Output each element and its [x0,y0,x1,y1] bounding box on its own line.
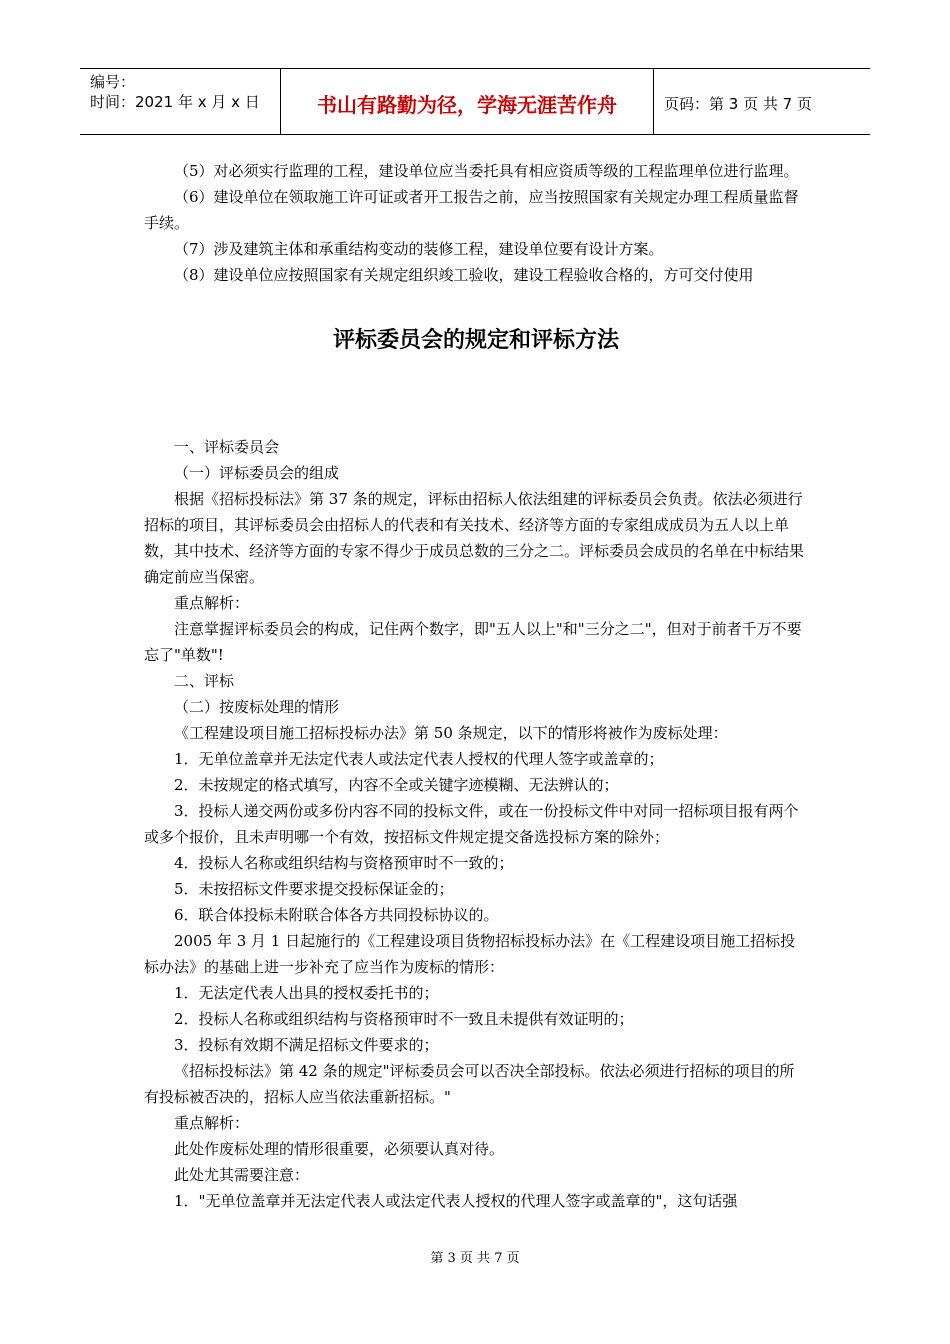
paragraph: 6．联合体投标未附联合体各方共同投标协议的。 [174,906,499,924]
paragraph: 5．未按招标文件要求提交投标保证金的； [174,880,454,898]
paragraph: （二）按废标处理的情形 [174,698,340,716]
paragraph: 此处作废标处理的情形很重要，必须要认真对待。 [174,1140,505,1158]
paragraph: 4．投标人名称或组织结构与资格预审时不一致的； [174,854,514,872]
paragraph: 重点解析： [174,594,250,612]
header-meta [80,69,281,134]
paragraph: 1．无法定代表人出具的授权委托书的； [174,984,439,1002]
document-body [144,158,808,1214]
paragraph: 2．投标人名称或组织结构与资格预审时不一致且未提供有效证明的； [174,1010,634,1028]
paragraph: 《招标投标法》第 42 条的规定"评标委员会可以否决全部投标。依法必须进行招标的项目的所有投标被否决的，招标人应当依法重新招标。" [144,1062,795,1106]
header-motto: 书山有路勤为径，学海无涯苦作舟 [281,69,654,134]
paragraph: 2005 年 3 月 1 日起施行的《工程建设项目货物招标投标办法》在《工程建设项目施工招标投标办法》的基础上进一步补充了应当作为废标的情形： [144,932,796,976]
paragraph: 1．"无单位盖章并无法定代表人或法定代表人授权的代理人签字或盖章的"，这句话强 [174,1192,738,1210]
paragraph: （8）建设单位应按照国家有关规定组织竣工验收，建设工程验收合格的，方可交付使用 [174,266,754,284]
section-title: 评标委员会的规定和评标方法 [332,328,619,353]
paragraph: 3．投标有效期不满足招标文件要求的； [174,1036,439,1054]
document-time-label: 时间：2021 年 x 月 x 日 [90,93,260,111]
paragraph: 二、评标 [174,672,235,690]
paragraph: 重点解析： [174,1114,250,1132]
paragraph: （一）评标委员会的组成 [174,464,340,482]
document-number-label: 编号： [90,73,136,91]
paragraph: （6）建设单位在领取施工许可证或者开工报告之前，应当按照国家有关规定办理工程质量监督手续。 [144,188,799,232]
paragraph: 注意掌握评标委员会的构成，记住两个数字，即"五人以上"和"三分之二"，但对于前者千万不要忘了"单数"! [144,620,802,664]
page-footer: 第 3 页 共 7 页 [430,1251,520,1266]
page-header [80,68,870,135]
paragraph: 1．无单位盖章并无法定代表人或法定代表人授权的代理人签字或盖章的； [174,750,664,768]
paragraph: （5）对必须实行监理的工程，建设单位应当委托具有相应资质等级的工程监理单位进行监理。 [174,162,799,180]
paragraph: （7）涉及建筑主体和承重结构变动的装修工程，建设单位要有设计方案。 [174,240,664,258]
header-page-label: 页码：第 3 页 共 7 页 [664,95,812,113]
paragraph: 3．投标人递交两份或多份内容不同的投标文件，或在一份投标文件中对同一招标项目报有两个或多个报价，且未声明哪一个有效，按招标文件规定提交备选投标方案的除外； [144,802,799,846]
paragraph: 《工程建设项目施工招标投标办法》第 50 条规定，以下的情形将被作为废标处理： [174,724,728,742]
paragraph: 此处尤其需要注意： [174,1166,310,1184]
paragraph: 根据《招标投标法》第 37 条的规定，评标由招标人依法组建的评标委员会负责。依法必须进行招标的项目，其评标委员会由招标人的代表和有关技术、经济等方面的专家组成成员为五人以上单数，其中技术、经济等方面的专家不得少于成员总数的三分之二。评标委员会成员的名单在中标结果确定前应当保密。 [144,490,805,586]
paragraph: 2．未按规定的格式填写，内容不全或关键字迹模糊、无法辨认的； [174,776,619,794]
paragraph: 一、评标委员会 [174,438,280,456]
